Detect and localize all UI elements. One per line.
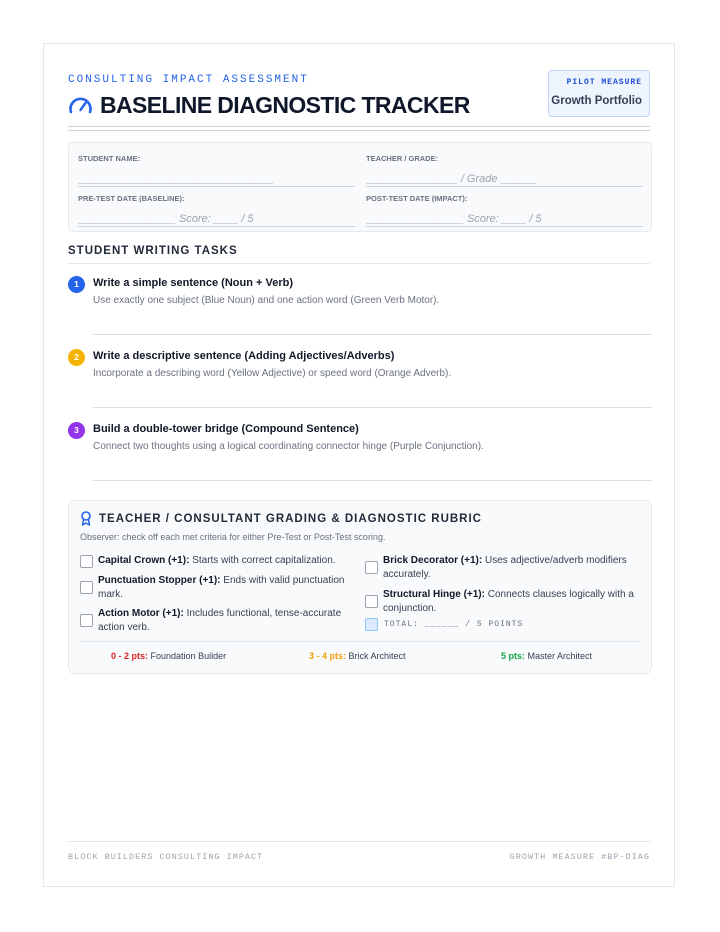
total-label: TOTAL: ______ / 5 POINTS xyxy=(384,620,524,629)
student-name-field[interactable] xyxy=(78,154,355,187)
rubric-title: TEACHER / CONSULTANT GRADING & DIAGNOSTIC RUBRIC xyxy=(99,512,482,525)
footer-right: GROWTH MEASURE #BP-DIAG xyxy=(509,852,650,862)
pre-test-field[interactable] xyxy=(78,194,355,227)
badge-title: Growth Portfolio xyxy=(551,95,642,107)
scale-label: Brick Architect xyxy=(348,651,406,661)
task-title: Build a double-tower bridge (Compound Sentence) xyxy=(93,423,359,435)
criterion-checkbox[interactable] xyxy=(80,555,93,568)
student-name-label: STUDENT NAME: xyxy=(78,154,141,163)
rubric-header xyxy=(80,511,482,526)
task-number-badge: 3 xyxy=(68,422,85,439)
task-number-badge: 2 xyxy=(68,349,85,366)
scale-label: Foundation Builder xyxy=(150,651,227,661)
teacher-grade-label: TEACHER / GRADE: xyxy=(366,154,439,163)
criterion-text: Includes functional, tense-accurate action verb. xyxy=(98,608,342,633)
criterion-name: Brick Decorator (+1): xyxy=(383,555,483,566)
criterion-checkbox[interactable] xyxy=(365,561,378,574)
pre-test-label: PRE-TEST DATE (BASELINE): xyxy=(78,194,185,203)
answer-line[interactable] xyxy=(93,334,652,335)
footer-left: BLOCK BUILDERS CONSULTING IMPACT xyxy=(68,852,264,862)
pre-test-line[interactable]: ________________ Score: ____ / 5 xyxy=(78,212,355,227)
tasks-section-title: STUDENT WRITING TASKS xyxy=(68,245,238,257)
criterion-name: Action Motor (+1): xyxy=(98,608,184,619)
scale-foundation-builder xyxy=(111,651,226,661)
post-test-field[interactable] xyxy=(366,194,643,227)
criterion-text: Uses adjective/adverb modifiers accurately. xyxy=(383,555,627,580)
task-title: Write a descriptive sentence (Adding Adjectives/Adverbs) xyxy=(93,350,395,362)
tasks-divider xyxy=(68,263,650,264)
criterion-checkbox[interactable] xyxy=(80,614,93,627)
scale-range: 0 - 2 pts: xyxy=(111,651,149,661)
criterion-name: Capital Crown (+1): xyxy=(98,555,190,566)
header-kicker: CONSULTING IMPACT ASSESSMENT xyxy=(68,74,309,86)
pilot-badge xyxy=(548,70,650,117)
post-test-label: POST-TEST DATE (IMPACT): xyxy=(366,194,468,203)
scale-master-architect xyxy=(501,651,592,661)
page-title: BASELINE DIAGNOSTIC TRACKER xyxy=(100,92,470,118)
badge-label: PILOT MEASURE xyxy=(566,78,642,87)
worksheet-page xyxy=(43,43,675,887)
header-divider xyxy=(68,126,650,131)
student-info-box xyxy=(68,142,652,232)
task-title: Write a simple sentence (Noun + Verb) xyxy=(93,277,293,289)
scale-range: 3 - 4 pts: xyxy=(309,651,347,661)
task-description: Connect two thoughts using a logical coordinating connector hinge (Purple Conjunction). xyxy=(93,441,484,452)
answer-line[interactable] xyxy=(93,407,652,408)
criterion-name: Structural Hinge (+1): xyxy=(383,589,485,600)
task-number-badge: 1 xyxy=(68,276,85,293)
criterion-checkbox[interactable] xyxy=(365,595,378,608)
grading-rubric xyxy=(68,500,652,674)
scale-brick-architect xyxy=(309,651,406,661)
footer-divider xyxy=(68,841,650,842)
scale-divider xyxy=(80,641,640,642)
answer-line[interactable] xyxy=(93,480,652,481)
criterion-name: Punctuation Stopper (+1): xyxy=(98,575,221,586)
title-row xyxy=(68,92,470,119)
total-checkbox[interactable] xyxy=(365,618,378,631)
scale-label: Master Architect xyxy=(527,651,593,661)
post-test-line[interactable]: ________________ Score: ____ / 5 xyxy=(366,212,643,227)
task-description: Incorporate a describing word (Yellow Adjective) or speed word (Orange Adverb). xyxy=(93,368,452,379)
criterion-text: Starts with correct capitalization. xyxy=(192,555,336,566)
criterion-checkbox[interactable] xyxy=(80,581,93,594)
task-description: Use exactly one subject (Blue Noun) and one action word (Green Verb Motor). xyxy=(93,295,440,306)
gauge-icon xyxy=(68,96,93,115)
scale-range: 5 pts: xyxy=(501,651,526,661)
teacher-grade-line[interactable]: _______________ / Grade ______ xyxy=(366,172,643,187)
award-ribbon-icon xyxy=(80,511,92,526)
criterion-text: Connects clauses logically with a conjunction. xyxy=(383,589,634,614)
criterion-text: Ends with valid punctuation mark. xyxy=(98,575,345,600)
rubric-instructions: Observer: check off each met criteria for either Pre-Test or Post-Test scoring. xyxy=(80,532,386,542)
teacher-grade-field[interactable] xyxy=(366,154,643,187)
student-name-line[interactable]: ________________________________ xyxy=(78,172,355,187)
